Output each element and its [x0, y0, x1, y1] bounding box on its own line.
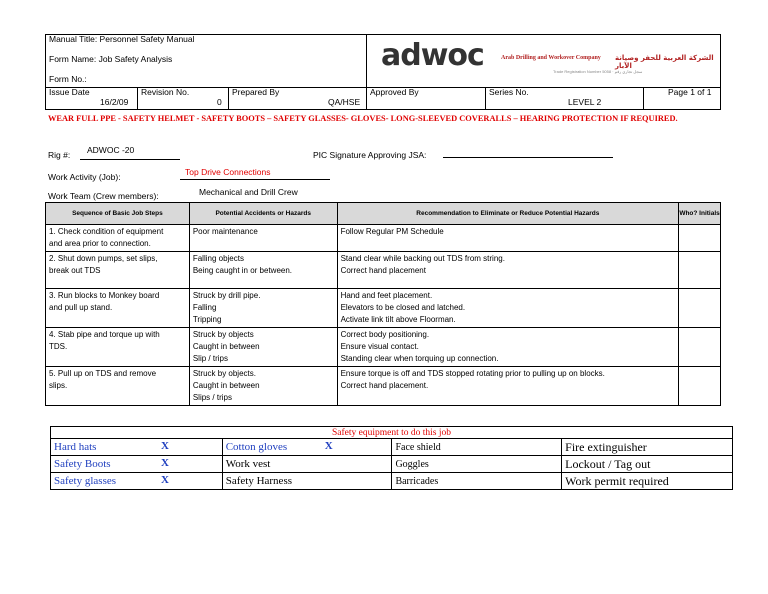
initials-cell[interactable] — [679, 328, 721, 367]
table-row — [46, 252, 721, 289]
job-step-cell: 2. Shut down pumps, set slips, break out TDS — [46, 252, 190, 289]
pic-signature-label: PIC Signature Approving JSA: — [313, 150, 427, 160]
equipment-item[interactable]: Safety Harness — [222, 473, 392, 490]
recommendation-cell: Correct body positioning. Ensure visual contact. Standing clear when torquing up connection. — [337, 328, 679, 367]
logo-arabic-name: الشركة العربية للحفر وصيانة الآبار — [615, 54, 714, 70]
checked-mark: X — [324, 440, 333, 452]
equipment-item[interactable]: Face shield — [392, 439, 562, 456]
safety-equipment-table — [50, 426, 733, 490]
job-step-cell: 5. Pull up on TDS and remove slips. — [46, 367, 190, 406]
recommendation-cell: Hand and feet placement. Elevators to be closed and latched. Activate link tilt above Floorman. — [337, 289, 679, 328]
equipment-item[interactable]: Lockout / Tag out — [562, 456, 733, 473]
approved-by-label: Approved By — [370, 87, 419, 97]
hazard-cell: Poor maintenance — [189, 225, 337, 252]
prepared-by-value: QA/HSE — [328, 97, 361, 107]
recommendation-cell: Follow Regular PM Schedule — [337, 225, 679, 252]
series-label: Series No. — [489, 87, 529, 97]
equipment-item[interactable]: Safety glasses X — [51, 473, 223, 490]
issue-date-label: Issue Date — [49, 87, 90, 97]
job-step-cell: 1. Check condition of equipment and area prior to connection. — [46, 225, 190, 252]
document-header — [45, 34, 721, 110]
hazard-cell: Struck by objects. Caught in between Slips / trips — [189, 367, 337, 406]
hazard-cell: Falling objects Being caught in or between. — [189, 252, 337, 289]
table-row — [46, 328, 721, 367]
table-row — [46, 225, 721, 252]
safety-equipment-title: Safety equipment to do this job — [51, 427, 733, 439]
issue-date-value: 16/2/09 — [100, 97, 129, 107]
work-team-value[interactable]: Mechanical and Drill Crew — [199, 187, 298, 197]
table-row — [51, 439, 733, 456]
table-row — [51, 456, 733, 473]
logo-english-name: Arab Drilling and Workover Company — [501, 55, 601, 61]
series-value: LEVEL 2 — [568, 97, 602, 107]
hazard-cell: Struck by drill pipe. Falling Tripping — [189, 289, 337, 328]
work-activity-label: Work Activity (Job): — [48, 172, 121, 182]
rig-label: Rig #: — [48, 150, 71, 160]
equipment-item[interactable]: Goggles — [392, 456, 562, 473]
revision-label: Revision No. — [141, 87, 190, 97]
checked-mark: X — [161, 457, 169, 469]
equipment-item[interactable]: Work vest — [222, 456, 392, 473]
jsa-table — [45, 202, 721, 406]
initials-cell[interactable] — [679, 225, 721, 252]
equipment-item[interactable]: Work permit required — [562, 473, 733, 490]
company-logo — [367, 35, 720, 87]
header-hazards: Potential Accidents or Hazards — [189, 203, 337, 225]
logo-wordmark: adwoc — [381, 38, 484, 73]
hazard-cell: Struck by objects Caught in between Slip / trips — [189, 328, 337, 367]
equipment-item[interactable]: Fire extinguisher — [562, 439, 733, 456]
initials-cell[interactable] — [679, 289, 721, 328]
job-step-cell: 3. Run blocks to Monkey board and pull up stand. — [46, 289, 190, 328]
manual-title: Manual Title: Personnel Safety Manual — [49, 34, 195, 44]
initials-cell[interactable] — [679, 252, 721, 289]
rig-value[interactable]: ADWOC -20 — [87, 145, 135, 155]
ppe-warning: WEAR FULL PPE - SAFETY HELMET - SAFETY BOOTS – SAFETY GLASSES- GLOVES- LONG-SLEEVED COVERALLS – HEARING PROTECTION IF REQUIRED. — [48, 114, 678, 123]
equipment-item[interactable]: Hard hats X — [51, 439, 223, 456]
header-who-initials: Who? Initials — [679, 203, 721, 225]
equipment-item[interactable]: Barricades — [392, 473, 562, 490]
job-step-cell: 4. Stab pipe and torque up with TDS. — [46, 328, 190, 367]
recommendation-cell: Ensure torque is off and TDS stopped rotating prior to pulling up on blocks. Correct hand placement. — [337, 367, 679, 406]
work-activity-value[interactable]: Top Drive Connections — [185, 167, 271, 177]
logo-registration: Trade Registration Number 5058 · سجل تجاري رقم — [553, 69, 643, 74]
checked-mark: X — [161, 440, 169, 452]
recommendation-cell: Stand clear while backing out TDS from string. Correct hand placement — [337, 252, 679, 289]
form-name: Form Name: Job Safety Analysis — [49, 54, 173, 64]
equipment-item[interactable]: Cotton gloves X — [222, 439, 392, 456]
equipment-item[interactable]: Safety Boots X — [51, 456, 223, 473]
form-number: Form No.: — [49, 74, 87, 84]
prepared-by-label: Prepared By — [232, 87, 280, 97]
page-number: Page 1 of 1 — [668, 87, 712, 97]
table-row — [51, 473, 733, 490]
work-team-label: Work Team (Crew members): — [48, 191, 159, 201]
header-job-steps: Sequence of Basic Job Steps — [46, 203, 190, 225]
initials-cell[interactable] — [679, 367, 721, 406]
table-row — [46, 289, 721, 328]
revision-value: 0 — [217, 97, 222, 107]
table-row — [46, 367, 721, 406]
checked-mark: X — [161, 474, 169, 486]
pic-signature-field[interactable] — [443, 157, 613, 158]
header-recommendations: Recommendation to Eliminate or Reduce Potential Hazards — [337, 203, 679, 225]
